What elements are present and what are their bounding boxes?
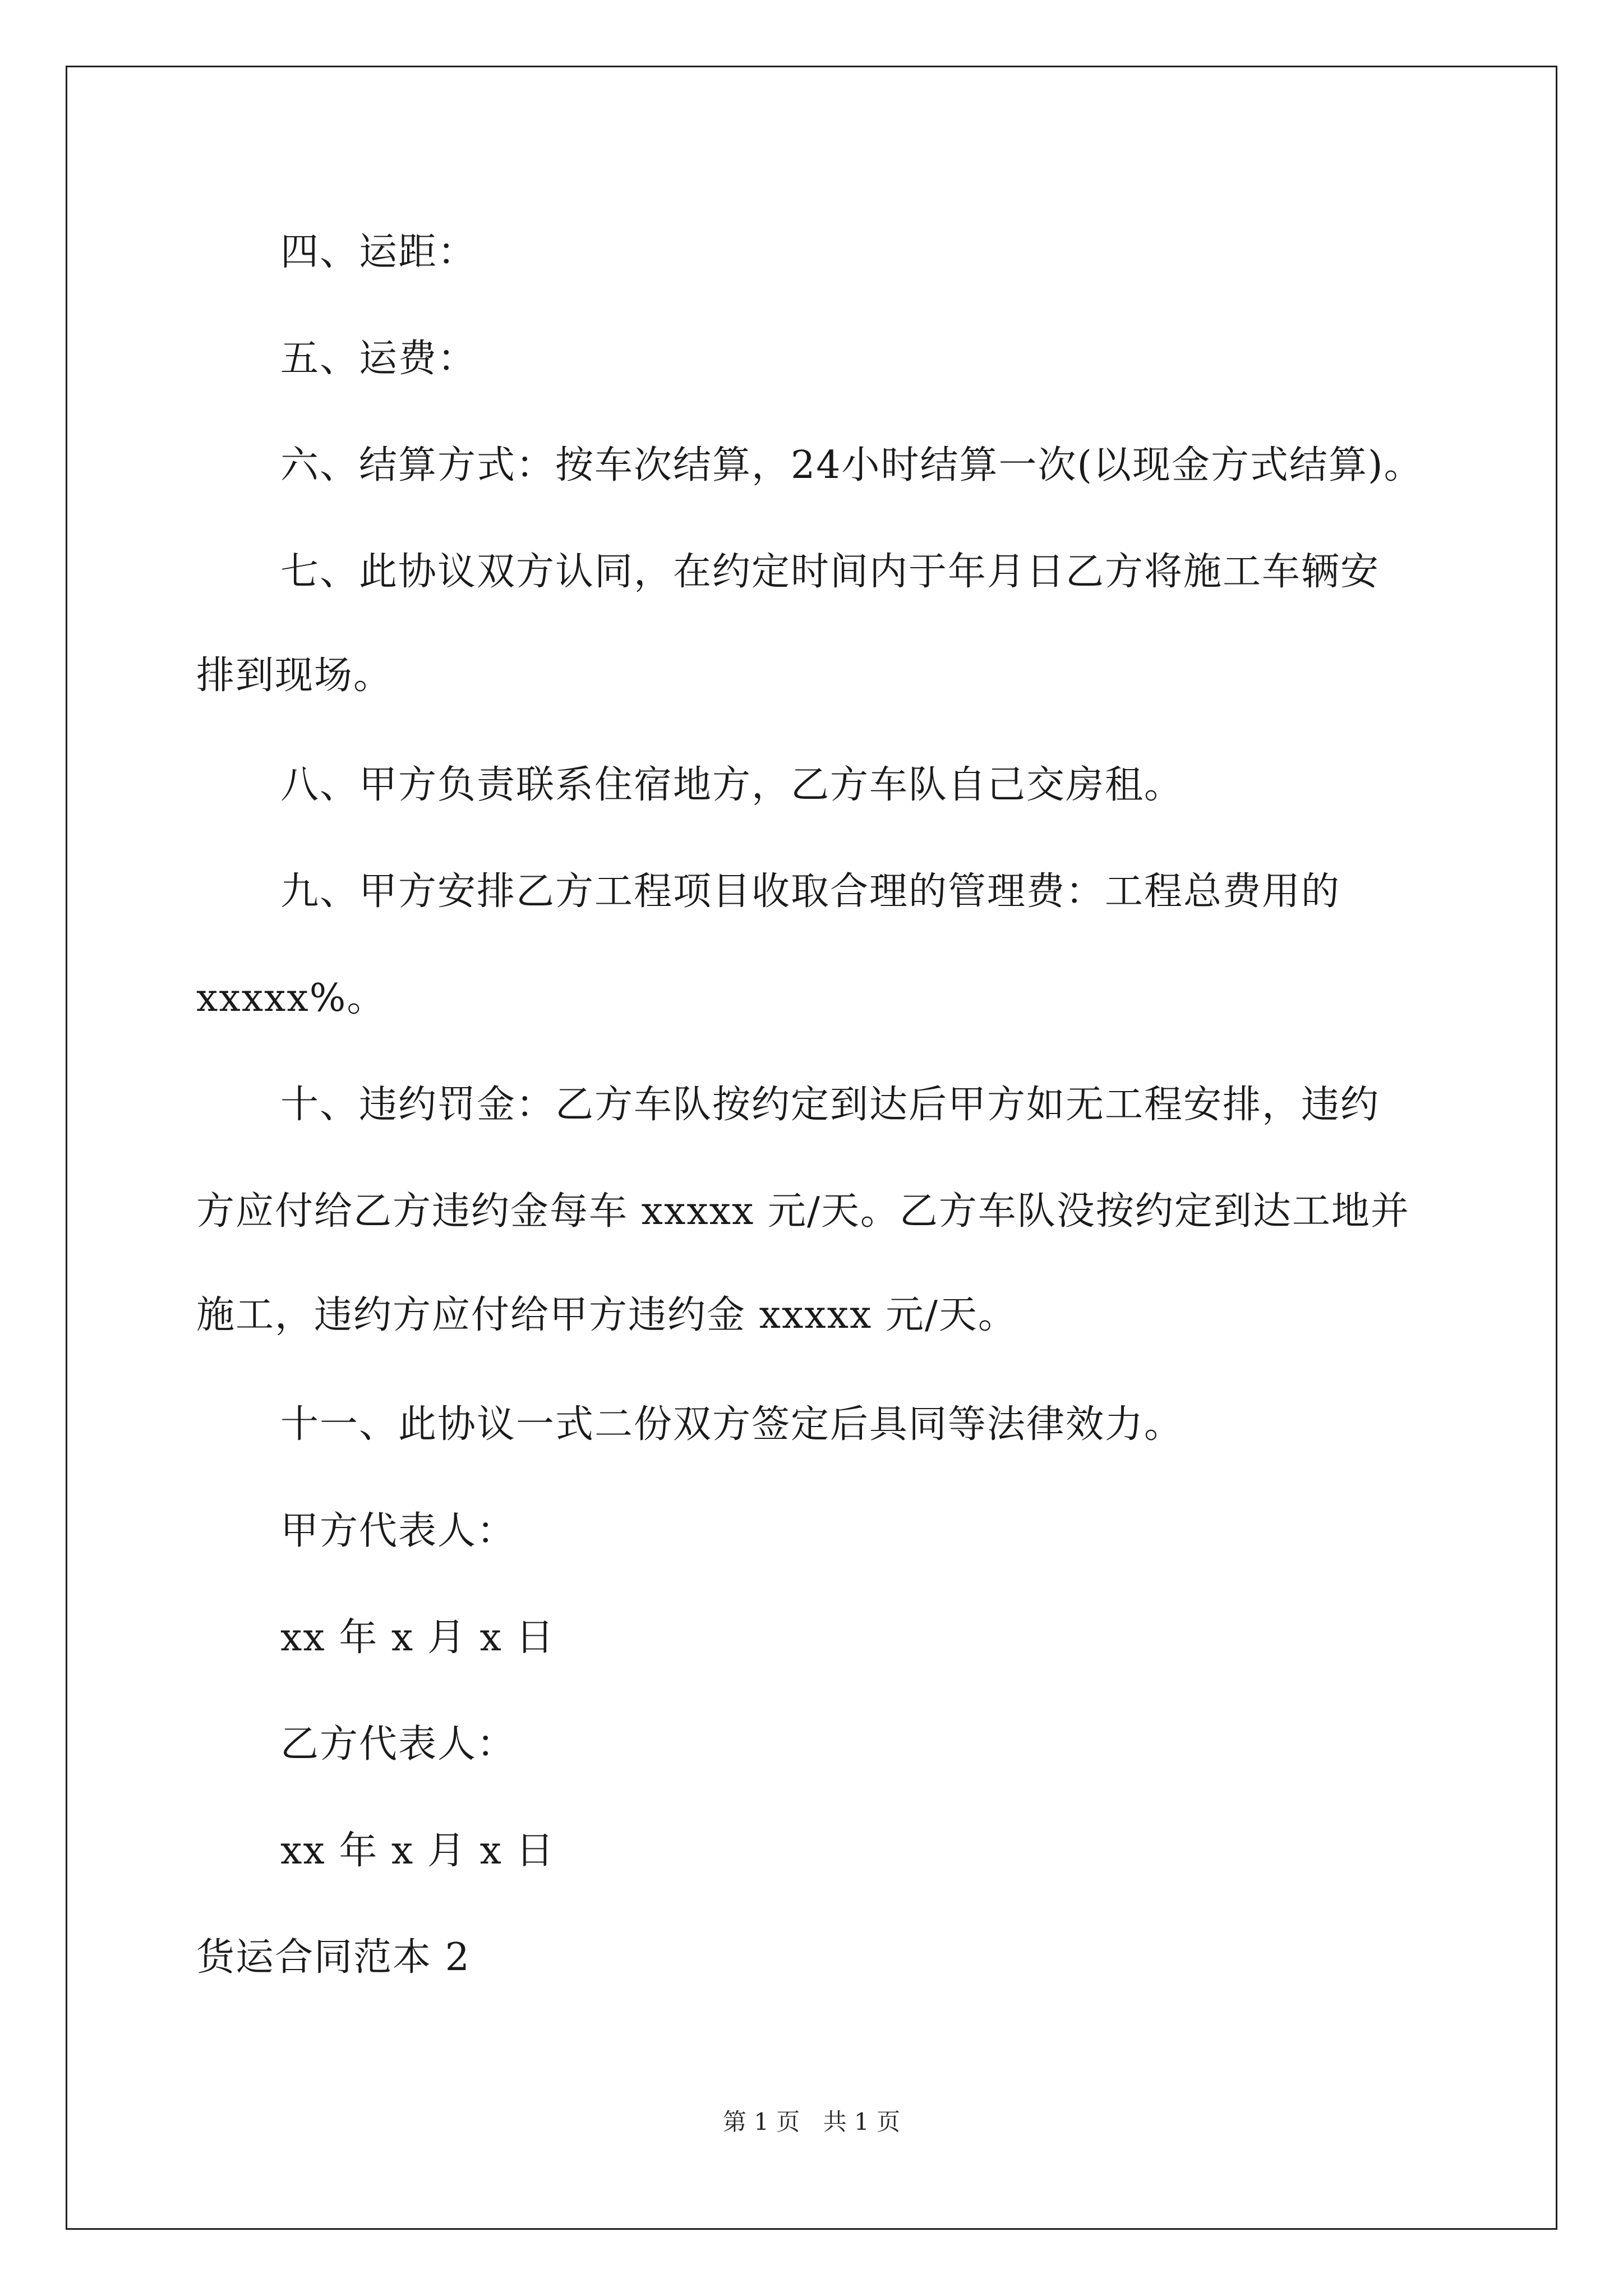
paragraph-clause-ten-line2: 方应付给乙方违约金每车 xxxxx 元/天。乙方车队没按约定到达工地并 bbox=[196, 1189, 1410, 1234]
page-number-total: 共 1 页 bbox=[823, 2108, 901, 2136]
page-border bbox=[66, 66, 1557, 2230]
party-a-representative: 甲方代表人： bbox=[280, 1509, 517, 1553]
paragraph-clause-ten-line1: 十、违约罚金：乙方车队按约定到达后甲方如无工程安排，违约 bbox=[280, 1083, 1380, 1127]
paragraph-clause-ten-line3: 施工，违约方应付给甲方违约金 xxxxx 元/天。 bbox=[196, 1293, 1017, 1337]
paragraph-clause-nine-line2: xxxxx%。 bbox=[196, 976, 386, 1020]
section-heading: 货运合同范本 2 bbox=[196, 1935, 471, 1980]
page-footer bbox=[0, 2108, 1623, 2136]
paragraph-clause-seven-line1: 七、此协议双方认同，在约定时间内于年月日乙方将施工车辆安 bbox=[280, 550, 1380, 594]
paragraph-clause-seven-line2: 排到现场。 bbox=[196, 654, 393, 698]
paragraph-clause-eleven: 十一、此协议一式二份双方签定后具同等法律效力。 bbox=[280, 1402, 1184, 1447]
page-number-current: 第 1 页 bbox=[722, 2108, 800, 2136]
party-a-date: xx 年 x 月 x 日 bbox=[280, 1616, 555, 1660]
party-b-date: xx 年 x 月 x 日 bbox=[280, 1829, 555, 1873]
paragraph-clause-eight: 八、甲方负责联系住宿地方，乙方车队自己交房租。 bbox=[280, 763, 1184, 807]
paragraph-clause-nine-line1: 九、甲方安排乙方工程项目收取合理的管理费：工程总费用的 bbox=[280, 869, 1341, 914]
party-b-representative: 乙方代表人： bbox=[280, 1722, 517, 1766]
paragraph-settlement-method: 六、结算方式：按车次结算，24小时结算一次(以现金方式结算)。 bbox=[280, 443, 1423, 487]
paragraph-freight-cost: 五、运费： bbox=[280, 337, 477, 381]
paragraph-transport-distance: 四、运距： bbox=[280, 230, 477, 274]
